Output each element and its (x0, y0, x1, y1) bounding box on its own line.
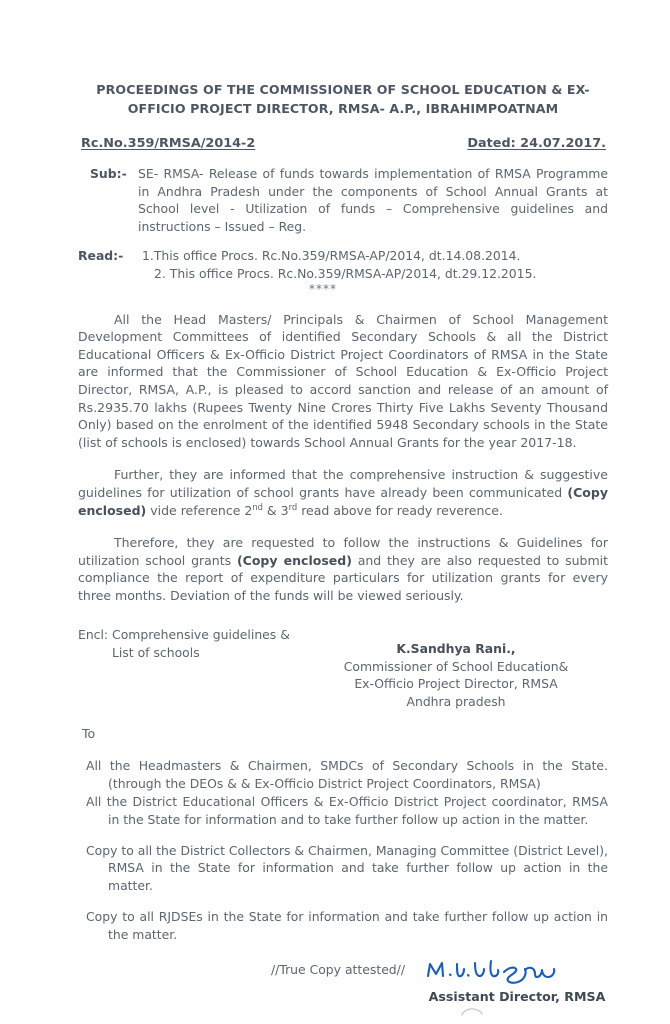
enclosure-line-1: Encl: Comprehensive guidelines & (78, 627, 290, 643)
paragraph-guidelines (78, 466, 608, 519)
enclosure-line-2: List of schools (112, 645, 200, 661)
read-references (142, 247, 608, 282)
signatory-block (306, 640, 606, 710)
para3-part2: and they are also requested to submit compliance the report of expenditure particulars for utilization grants for every three months. Deviation of the funds will be viewed seriously. (78, 552, 608, 603)
para3-copy-enclosed: (Copy enclosed) (236, 552, 352, 568)
reference-row (78, 136, 608, 151)
scan-artifact-mark (460, 1005, 486, 1017)
page-title (78, 80, 608, 118)
read-reference-1: 1.This office Procs. Rc.No.359/RMSA-AP/2014, dt.14.08.2014. (142, 248, 521, 264)
subject-text: SE- RMSA- Release of funds towards implementation of RMSA Programme in Andhra Pradesh under the components of School Annual Grants at School level - Utilization of funds – Comprehensive guidelines and instructions – Issued – Reg. (138, 166, 608, 234)
enclosure-signature-row (78, 626, 608, 709)
subject-label: Sub:- (90, 166, 127, 181)
document-date: Dated: 24.07.2017. (467, 136, 606, 151)
para2-part1: Further, they are informed that the comprehensive instruction & suggestive guidelines for utilization of school grants have already been communicated (78, 467, 608, 500)
bottom-signature-block (402, 958, 632, 1004)
paragraph-sanction: All the Head Masters/ Principals & Chairmen of School Management Development Committees of identified Secondary Schools & all the District Educational Officers & Ex-Officio District Project Coordinators of RMSA in the State are informed that the Commissioner of School Education & Ex-Officio Project Director, RMSA, A.P., is pleased to accord sanction and release of an amount of Rs.2935.70 lakhs (Rupees Twenty Nine Crores Thirty Five Lakhs Seventy Thousand Only) based on the enrolment of the identified 5948 Secondary schools in the State (list of schools is enclosed) towards School Annual Grants for the year 2017-18. (78, 311, 608, 450)
distribution-item-3: Copy to all the District Collectors & Chairmen, Managing Committee (District Level), RMSA in the State for information and take further follow up action in the matter. (86, 842, 608, 894)
para3-part1: Therefore, they are requested to follow the instructions & Guidelines for utilization school grants (78, 535, 608, 568)
para2-part3: & 3 (262, 502, 289, 518)
reference-number: Rc.No.359/RMSA/2014-2 (81, 136, 256, 151)
paragraph-compliance (78, 534, 608, 604)
signatory-designation-1: Commissioner of School Education& (343, 658, 569, 674)
page-title-line-1: PROCEEDINGS OF THE COMMISSIONER OF SCHOOL EDUCATION & EX- (96, 82, 590, 97)
para2-part4: read above for ready reverence. (297, 502, 503, 518)
list-item (78, 908, 608, 944)
para2-sup-2nd: nd (252, 501, 263, 512)
read-label: Read:- (78, 248, 124, 264)
page-title-line-2: OFFICIO PROJECT DIRECTOR, RMSA- A.P., IBRAHIMPOATNAM (127, 101, 559, 116)
bottom-signature-label: Assistant Director, RMSA (428, 989, 606, 1004)
para2-copy-enclosed: (Copy enclosed) (78, 484, 608, 518)
handwritten-signature-icon (402, 958, 632, 988)
to-label: To (82, 726, 96, 742)
list-item (78, 793, 608, 829)
para2-part2: vide reference 2 (146, 502, 253, 518)
signatory-name: K.Sandhya Rani., (396, 641, 516, 657)
para2-sup-3rd: rd (288, 501, 298, 512)
distribution-item-4: Copy to all RJDSEs in the State for information and take further follow up action in the matter. (86, 909, 608, 942)
distribution-item-2: All the District Educational Officers & Ex-Officio District Project coordinator, RMSA in the State for information and to take further follow up action in the matter. (86, 794, 608, 827)
read-reference-2: 2. This office Procs. Rc.No.359/RMSA-AP/2014, dt.29.12.2015. (154, 265, 537, 281)
signatory-designation-2: Ex-Officio Project Director, RMSA (354, 676, 558, 692)
list-item (78, 757, 608, 793)
distribution-item-1: All the Headmasters & Chairmen, SMDCs of Secondary Schools in the State. (through the DEOs & & Ex-Officio District Project Coordinators, RMSA) (86, 758, 608, 792)
signatory-designation-3: Andhra pradesh (406, 693, 506, 709)
distribution-list (78, 757, 608, 943)
list-item (78, 842, 608, 895)
section-separator: **** (309, 281, 337, 296)
document-body (78, 0, 608, 977)
true-copy-attested: //True Copy attested// (270, 961, 406, 977)
subject-block (78, 165, 608, 235)
read-block (78, 247, 608, 282)
